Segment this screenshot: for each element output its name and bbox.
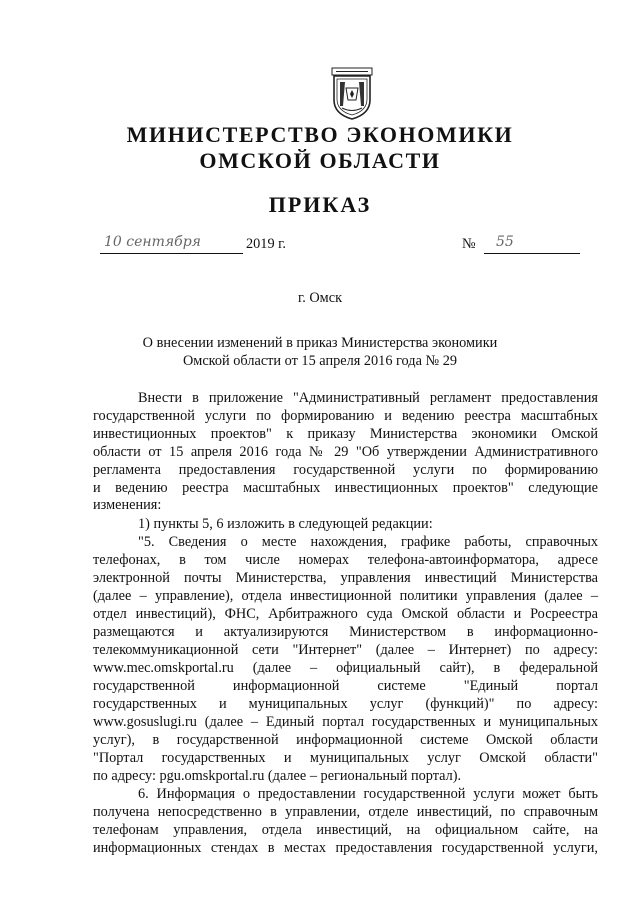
- number-label: №: [462, 236, 476, 252]
- date-field: [100, 236, 243, 254]
- ministry-name-line2: ОМСКОЙ ОБЛАСТИ: [199, 148, 441, 173]
- city: г. Омск: [297, 290, 343, 306]
- body-line: 1) пункты 5, 6 изложить в следующей редакции:: [138, 516, 433, 532]
- body-line: www.gosuslugi.ru (далее – Единый портал государственных и муниципальных: [93, 714, 598, 730]
- body-line: государственной информационной системе "Единый портал: [93, 678, 598, 694]
- body-line: размещаются и актуализируются Министерством в информационно-: [93, 624, 598, 640]
- body-line: отдел инвестиций), ФНС, Арбитражного суда Омской области и Росреестра: [93, 606, 598, 622]
- body-line: Внести в приложение "Административный регламент предоставления: [138, 390, 598, 406]
- coat-of-arms-emblem: [330, 66, 374, 120]
- body-line: по адресу: pgu.omskportal.ru (далее – региональный портал).: [93, 768, 462, 784]
- body-line: услуг), в государственной информационной системе Омской области: [93, 732, 598, 748]
- body-line: инвестиционных проектов" к приказу Министерства экономики Омской: [93, 426, 598, 442]
- body-line: "Портал государственных и муниципальных услуг Омской области": [93, 750, 598, 766]
- body-line: информационных стендах в местах предоставления государственной услуги,: [93, 840, 598, 856]
- body-line: "5. Сведения о месте нахождения, графике работы, справочных: [138, 534, 598, 550]
- body-line: получена непосредственно в управлении, отделе инвестиций, по справочным: [93, 804, 598, 820]
- year-text: 2019 г.: [246, 236, 286, 252]
- body-line: www.mec.omskportal.ru (далее – официальный сайт), в федеральной: [93, 660, 598, 676]
- body-line: и ведению реестра масштабных инвестиционных проектов" следующие: [93, 480, 598, 496]
- body-line: государственных и муниципальных услуг (функций)" по адресу:: [93, 696, 598, 712]
- date-handwritten: 10 сентября: [104, 234, 201, 250]
- body-line: телекоммуникационной сети "Интернет" (далее – Интернет) по адресу:: [93, 642, 598, 658]
- body-line: области от 15 апреля 2016 года № 29 "Об утверждении Административного: [93, 444, 598, 460]
- ministry-name-line1: МИНИСТЕРСТВО ЭКОНОМИКИ: [126, 122, 514, 147]
- subject-line2: Омской области от 15 апреля 2016 года № 29: [182, 353, 458, 369]
- document-title: ПРИКАЗ: [268, 192, 372, 217]
- body-line: регламента предоставления государственной услуги по формированию: [93, 462, 598, 478]
- body-line: изменения:: [93, 497, 162, 513]
- subject-line1: О внесении изменений в приказ Министерства экономики: [142, 335, 498, 351]
- body-line: электронной почты Министерства, управления инвестиций Министерства: [93, 570, 598, 586]
- body-line: (далее – управление), отдела инвестиционной политики управления (далее –: [93, 588, 598, 604]
- body-line: государственной услуги по формированию и ведению реестра масштабных: [93, 408, 598, 424]
- body-line: телефонах, в том числе номерах телефона-автоинформатора, адресе: [93, 552, 598, 568]
- number-handwritten: 55: [496, 234, 514, 250]
- number-field: [484, 236, 580, 254]
- body-line: телефонам управления, отдела инвестиций, на официальном сайте, на: [93, 822, 598, 838]
- body-line: 6. Информация о предоставлении государственной услуги может быть: [138, 786, 598, 802]
